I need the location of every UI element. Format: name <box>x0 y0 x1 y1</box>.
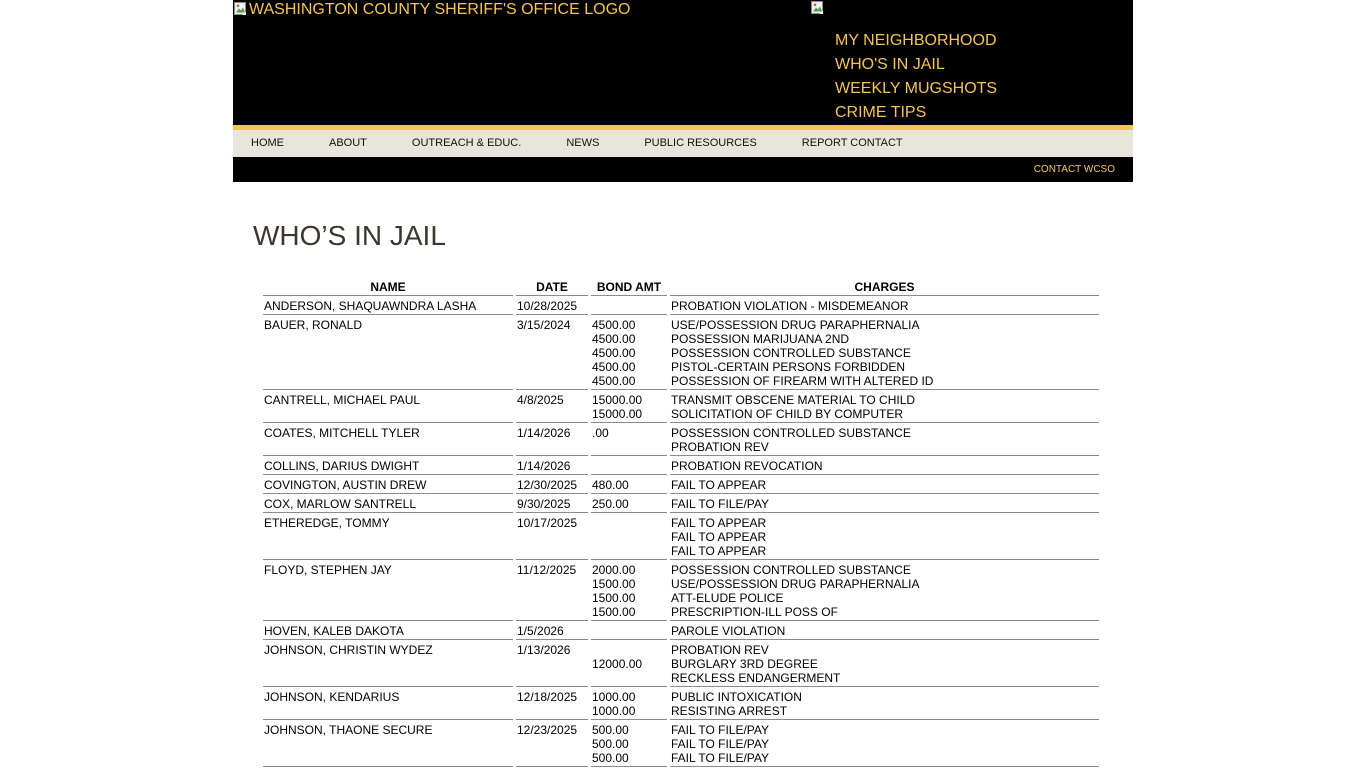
nav-item-news[interactable]: NEWS <box>566 137 600 149</box>
charge-item: POSSESSION OF FIREARM WITH ALTERED ID <box>671 374 934 388</box>
charge-item: SOLICITATION OF CHILD BY COMPUTER <box>671 407 904 421</box>
table-row <box>263 562 1099 621</box>
charge-item: RESISTING ARREST <box>671 704 788 718</box>
bond-amount <box>592 516 666 530</box>
nav-item-home[interactable]: HOME <box>251 137 284 149</box>
charge-item: TRANSMIT OBSCENE MATERIAL TO CHILD <box>671 393 916 407</box>
bond-amount <box>592 624 666 638</box>
charge-item: FAIL TO FILE/PAY <box>671 497 770 511</box>
table-row <box>263 642 1099 687</box>
booking-date-cell: 1/13/2026 <box>516 642 588 687</box>
column-header-date: DATE <box>516 279 588 296</box>
bond-amount: 500.00 <box>592 723 629 737</box>
booking-date-cell: 10/28/2025 <box>516 298 588 315</box>
main-content <box>233 182 1133 768</box>
inmate-name-cell: HOVEN, KALEB DAKOTA <box>263 623 513 640</box>
bond-amount: 4500.00 <box>592 374 636 388</box>
bond-amount: 4500.00 <box>592 360 636 374</box>
contact-wcso-link[interactable]: CONTACT WCSO <box>1033 164 1115 175</box>
inmate-table <box>260 277 1102 768</box>
charge-item: PROBATION REV <box>671 643 769 657</box>
bond-amount <box>592 544 666 558</box>
charges-cell <box>670 317 1099 390</box>
quick-links <box>835 29 997 125</box>
booking-date-cell: 1/14/2026 <box>516 425 588 456</box>
charge-item: POSSESSION MARIJUANA 2ND <box>671 332 850 346</box>
charges-cell <box>670 689 1099 720</box>
bond-amount: .00 <box>592 426 609 440</box>
bond-amount-cell <box>591 317 667 390</box>
bond-amount: 250.00 <box>592 497 629 511</box>
bond-amount-cell <box>591 477 667 494</box>
inmate-name-cell: FLOYD, STEPHEN JAY <box>263 562 513 621</box>
table-header-row <box>263 279 1099 296</box>
charge-item: FAIL TO FILE/PAY <box>671 723 770 737</box>
utility-bar <box>233 157 1133 182</box>
charges-cell <box>670 496 1099 513</box>
quick-link-whos-in-jail[interactable]: WHO'S IN JAIL <box>835 56 945 73</box>
bond-amount <box>592 299 666 313</box>
table-row <box>263 458 1099 475</box>
table-row <box>263 722 1099 767</box>
column-header-name: NAME <box>263 279 513 296</box>
charge-item: PAROLE VIOLATION <box>671 624 786 638</box>
page-container <box>233 0 1133 768</box>
broken-image-icon <box>810 0 826 16</box>
charge-item: FAIL TO FILE/PAY <box>671 737 770 751</box>
table-row <box>263 623 1099 640</box>
booking-date-cell: 11/12/2025 <box>516 562 588 621</box>
booking-date-cell: 1/14/2026 <box>516 458 588 475</box>
booking-date-cell: 9/30/2025 <box>516 496 588 513</box>
charge-item: POSSESSION CONTROLLED SUBSTANCE <box>671 563 911 577</box>
charge-item: PISTOL-CERTAIN PERSONS FORBIDDEN <box>671 360 906 374</box>
logo-alt-text: WASHINGTON COUNTY SHERIFF'S OFFICE LOGO <box>249 1 631 18</box>
bond-amount-cell <box>591 562 667 621</box>
booking-date-cell: 3/15/2024 <box>516 317 588 390</box>
inmate-table-head <box>263 279 1099 296</box>
nav-item-public-resources[interactable]: PUBLIC RESOURCES <box>644 137 757 149</box>
charge-item: USE/POSSESSION DRUG PARAPHERNALIA <box>671 318 920 332</box>
charge-item: FAIL TO APPEAR <box>671 530 767 544</box>
nav-item-report-contact[interactable]: REPORT CONTACT <box>801 137 903 149</box>
table-row <box>263 496 1099 513</box>
bond-amount-cell <box>591 722 667 767</box>
bond-amount-cell <box>591 689 667 720</box>
booking-date-cell: 12/30/2025 <box>516 477 588 494</box>
nav-item-outreach[interactable]: OUTREACH & EDUC. <box>411 137 522 149</box>
bond-amount <box>592 459 666 473</box>
charge-item: FAIL TO APPEAR <box>671 516 767 530</box>
inmate-name-cell: ANDERSON, SHAQUAWNDRA LASHA <box>263 298 513 315</box>
charges-cell <box>670 458 1099 475</box>
charge-item: BURGLARY 3RD DEGREE <box>671 657 818 671</box>
charge-item: FAIL TO APPEAR <box>671 478 767 492</box>
quick-link-crime-tips[interactable]: CRIME TIPS <box>835 104 927 121</box>
charges-cell <box>670 298 1099 315</box>
charge-item: POSSESSION CONTROLLED SUBSTANCE <box>671 346 911 360</box>
column-header-charges: CHARGES <box>670 279 1099 296</box>
quick-link-my-neighborhood[interactable]: MY NEIGHBORHOOD <box>835 32 997 49</box>
inmate-name-cell: COLLINS, DARIUS DWIGHT <box>263 458 513 475</box>
sheriff-logo-link[interactable] <box>233 1 630 19</box>
booking-date-cell: 12/23/2025 <box>516 722 588 767</box>
inmate-name-cell: COATES, MITCHELL TYLER <box>263 425 513 456</box>
charge-item: PROBATION REVOCATION <box>671 459 823 473</box>
charge-item: PROBATION REV <box>671 440 769 454</box>
jail-table-body <box>263 298 1099 767</box>
bond-amount: 1500.00 <box>592 591 636 605</box>
inmate-name-cell: CANTRELL, MICHAEL PAUL <box>263 392 513 423</box>
charge-item: PRESCRIPTION-ILL POSS OF <box>671 605 838 619</box>
charge-item: FAIL TO FILE/PAY <box>671 751 770 765</box>
bond-amount: 4500.00 <box>592 346 636 360</box>
charges-cell <box>670 477 1099 494</box>
main-nav <box>233 130 1133 157</box>
charge-item: USE/POSSESSION DRUG PARAPHERNALIA <box>671 577 920 591</box>
booking-date-cell: 10/17/2025 <box>516 515 588 560</box>
booking-date-cell: 12/18/2025 <box>516 689 588 720</box>
page-title: WHO’S IN JAIL <box>253 220 446 251</box>
bond-amount-cell <box>591 298 667 315</box>
charges-cell <box>670 392 1099 423</box>
charge-item: PUBLIC INTOXICATION <box>671 690 802 704</box>
table-row <box>263 689 1099 720</box>
bond-amount: 1000.00 <box>592 690 636 704</box>
table-row <box>263 515 1099 560</box>
bond-amount: 1500.00 <box>592 605 636 619</box>
bond-amount: 4500.00 <box>592 318 636 332</box>
bond-amount: 1000.00 <box>592 704 636 718</box>
table-row <box>263 425 1099 456</box>
charges-cell <box>670 562 1099 621</box>
charges-cell <box>670 425 1099 456</box>
inmate-name-cell: JOHNSON, THAONE SECURE <box>263 722 513 767</box>
charges-cell <box>670 515 1099 560</box>
bond-amount <box>592 530 666 544</box>
masthead <box>233 0 1133 125</box>
charge-item: ATT-ELUDE POLICE <box>671 591 784 605</box>
table-row <box>263 392 1099 423</box>
booking-date-cell: 1/5/2026 <box>516 623 588 640</box>
inmate-name-cell: JOHNSON, KENDARIUS <box>263 689 513 720</box>
quick-link-weekly-mugshots[interactable]: WEEKLY MUGSHOTS <box>835 80 998 97</box>
nav-item-about[interactable]: ABOUT <box>329 137 367 149</box>
charge-item: PROBATION VIOLATION - MISDEMEANOR <box>671 299 909 313</box>
bond-amount-cell <box>591 425 667 456</box>
bond-amount-cell <box>591 642 667 687</box>
charge-item: FAIL TO APPEAR <box>671 544 767 558</box>
bond-amount: 500.00 <box>592 751 629 765</box>
bond-amount: 15000.00 <box>592 393 643 407</box>
bond-amount: 480.00 <box>592 478 629 492</box>
bond-amount-cell <box>591 515 667 560</box>
bond-amount: 12000.00 <box>592 657 643 671</box>
bond-amount-cell <box>591 458 667 475</box>
bond-amount <box>592 440 666 454</box>
inmate-name-cell: ETHEREDGE, TOMMY <box>263 515 513 560</box>
table-row <box>263 477 1099 494</box>
column-header-bond: BOND AMT <box>591 279 667 296</box>
bond-amount-cell <box>591 496 667 513</box>
table-row <box>263 298 1099 315</box>
bond-amount-cell <box>591 623 667 640</box>
bond-amount-cell <box>591 392 667 423</box>
inmate-name-cell: COVINGTON, AUSTIN DREW <box>263 477 513 494</box>
charges-cell <box>670 722 1099 767</box>
booking-date-cell: 4/8/2025 <box>516 392 588 423</box>
bond-amount: 15000.00 <box>592 407 643 421</box>
bond-amount: 500.00 <box>592 737 629 751</box>
charges-cell <box>670 642 1099 687</box>
inmate-name-cell: COX, MARLOW SANTRELL <box>263 496 513 513</box>
bond-amount <box>592 643 666 657</box>
inmate-name-cell: JOHNSON, CHRISTIN WYDEZ <box>263 642 513 687</box>
broken-image-icon <box>233 1 249 17</box>
charge-item: RECKLESS ENDANGERMENT <box>671 671 841 685</box>
charges-cell <box>670 623 1099 640</box>
bond-amount: 1500.00 <box>592 577 636 591</box>
bond-amount <box>592 671 666 685</box>
inmate-name-cell: BAUER, RONALD <box>263 317 513 390</box>
bond-amount: 4500.00 <box>592 332 636 346</box>
table-row <box>263 317 1099 390</box>
charge-item: POSSESSION CONTROLLED SUBSTANCE <box>671 426 911 440</box>
bond-amount: 2000.00 <box>592 563 636 577</box>
